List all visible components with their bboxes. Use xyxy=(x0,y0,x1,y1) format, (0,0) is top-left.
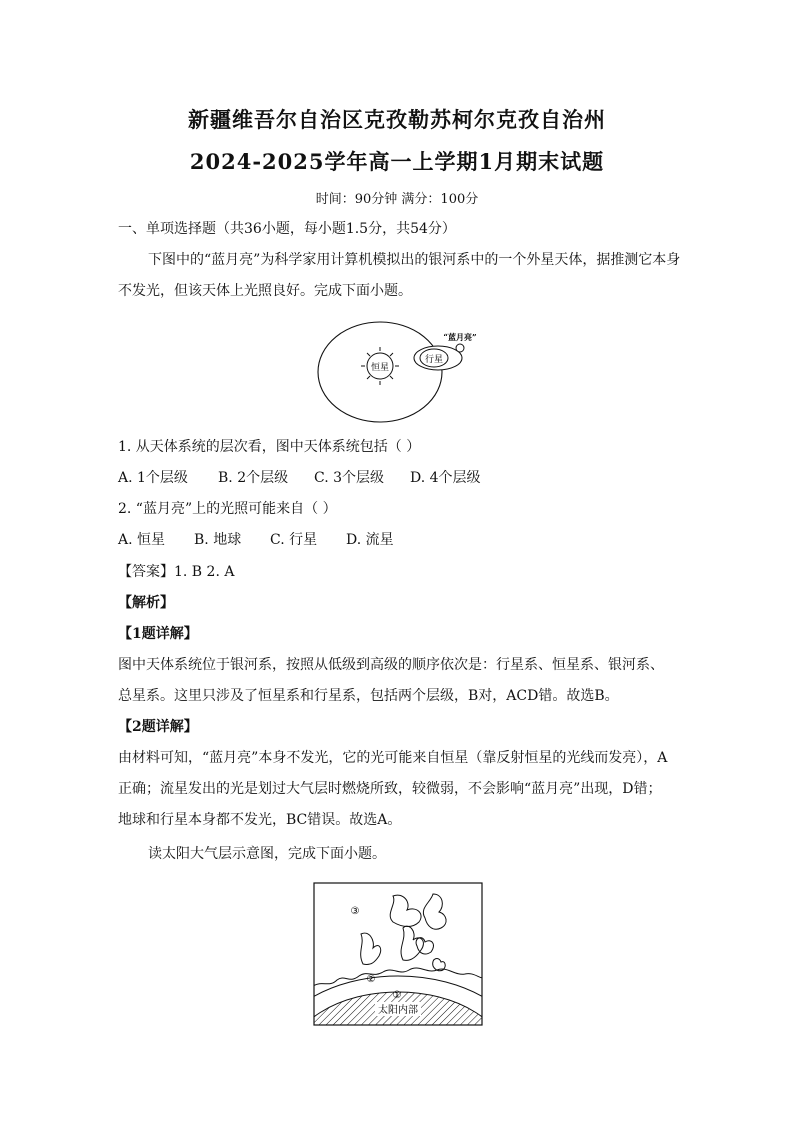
answer-line: 【答案】1. B 2. A xyxy=(118,564,235,580)
moon-label: “蓝月亮” xyxy=(443,332,477,342)
intro-line-2: 不发光，但该天体上光照良好。完成下面小题。 xyxy=(118,283,412,299)
q1-option-a: A. 1个层级 xyxy=(118,470,188,486)
q1-option-b: B. 2个层级 xyxy=(218,470,289,486)
label-2: ② xyxy=(366,974,376,985)
planet-label: 行星 xyxy=(424,355,444,365)
q2-stem: 2. “蓝月亮”上的光照可能来自（ ） xyxy=(118,501,337,517)
solar-atmosphere-figure xyxy=(313,882,483,1026)
title-line-2: 2024-2025学年高一上学期1月期末试题 xyxy=(189,149,605,174)
title-line-1: 新疆维吾尔自治区克孜勒苏柯尔克孜自治州 xyxy=(188,107,606,132)
star-system-figure xyxy=(310,318,490,426)
detail1-line-2: 总星系。这里只涉及了恒星系和行星系，包括两个层级，B对，ACD错。故选B。 xyxy=(118,688,619,704)
section-heading: 一、单项选择题（共36小题，每小题1.5分，共54分） xyxy=(118,221,456,237)
intro-line-1: 下图中的“蓝月亮”为科学家用计算机模拟出的银河系中的一个外星天体，据推测它本身 xyxy=(148,252,681,268)
detail2-line-3: 地球和行星本身都不发光，BC错误。故选A。 xyxy=(118,812,402,828)
detail2-line-1: 由材料可知，“蓝月亮”本身不发光，它的光可能来自恒星（靠反射恒星的光线而发亮），A xyxy=(118,750,668,766)
label-1: ① xyxy=(392,990,402,1001)
q2-option-a: A. 恒星 xyxy=(118,532,166,548)
detail1-label: 【1题详解】 xyxy=(118,626,198,642)
q1-stem: 1. 从天体系统的层次看，图中天体系统包括（ ） xyxy=(118,439,421,455)
detail2-line-2: 正确；流星发出的光是划过大气层时燃烧所致，较微弱，不会影响“蓝月亮”出现，D错； xyxy=(118,781,662,797)
q2-option-c: C. 行星 xyxy=(270,532,318,548)
time-score: 时间：90分钟 满分：100分 xyxy=(315,192,479,207)
section2-intro: 读太阳大气层示意图，完成下面小题。 xyxy=(148,846,386,862)
q2-option-b: B. 地球 xyxy=(194,532,242,548)
analysis-label: 【解析】 xyxy=(118,595,174,611)
detail2-label: 【2题详解】 xyxy=(118,719,198,735)
q1-option-d: D. 4个层级 xyxy=(410,470,481,486)
detail1-line-1: 图中天体系统位于银河系，按照从低级到高级的顺序依次是：行星系、恒星系、银河系、 xyxy=(118,657,664,673)
label-3: ③ xyxy=(350,906,360,917)
moon-icon xyxy=(456,344,464,352)
q1-option-c: C. 3个层级 xyxy=(314,470,385,486)
interior-label: 太阳内部 xyxy=(378,1005,418,1016)
star-label: 恒星 xyxy=(370,363,390,373)
q2-option-d: D. 流星 xyxy=(346,532,394,548)
